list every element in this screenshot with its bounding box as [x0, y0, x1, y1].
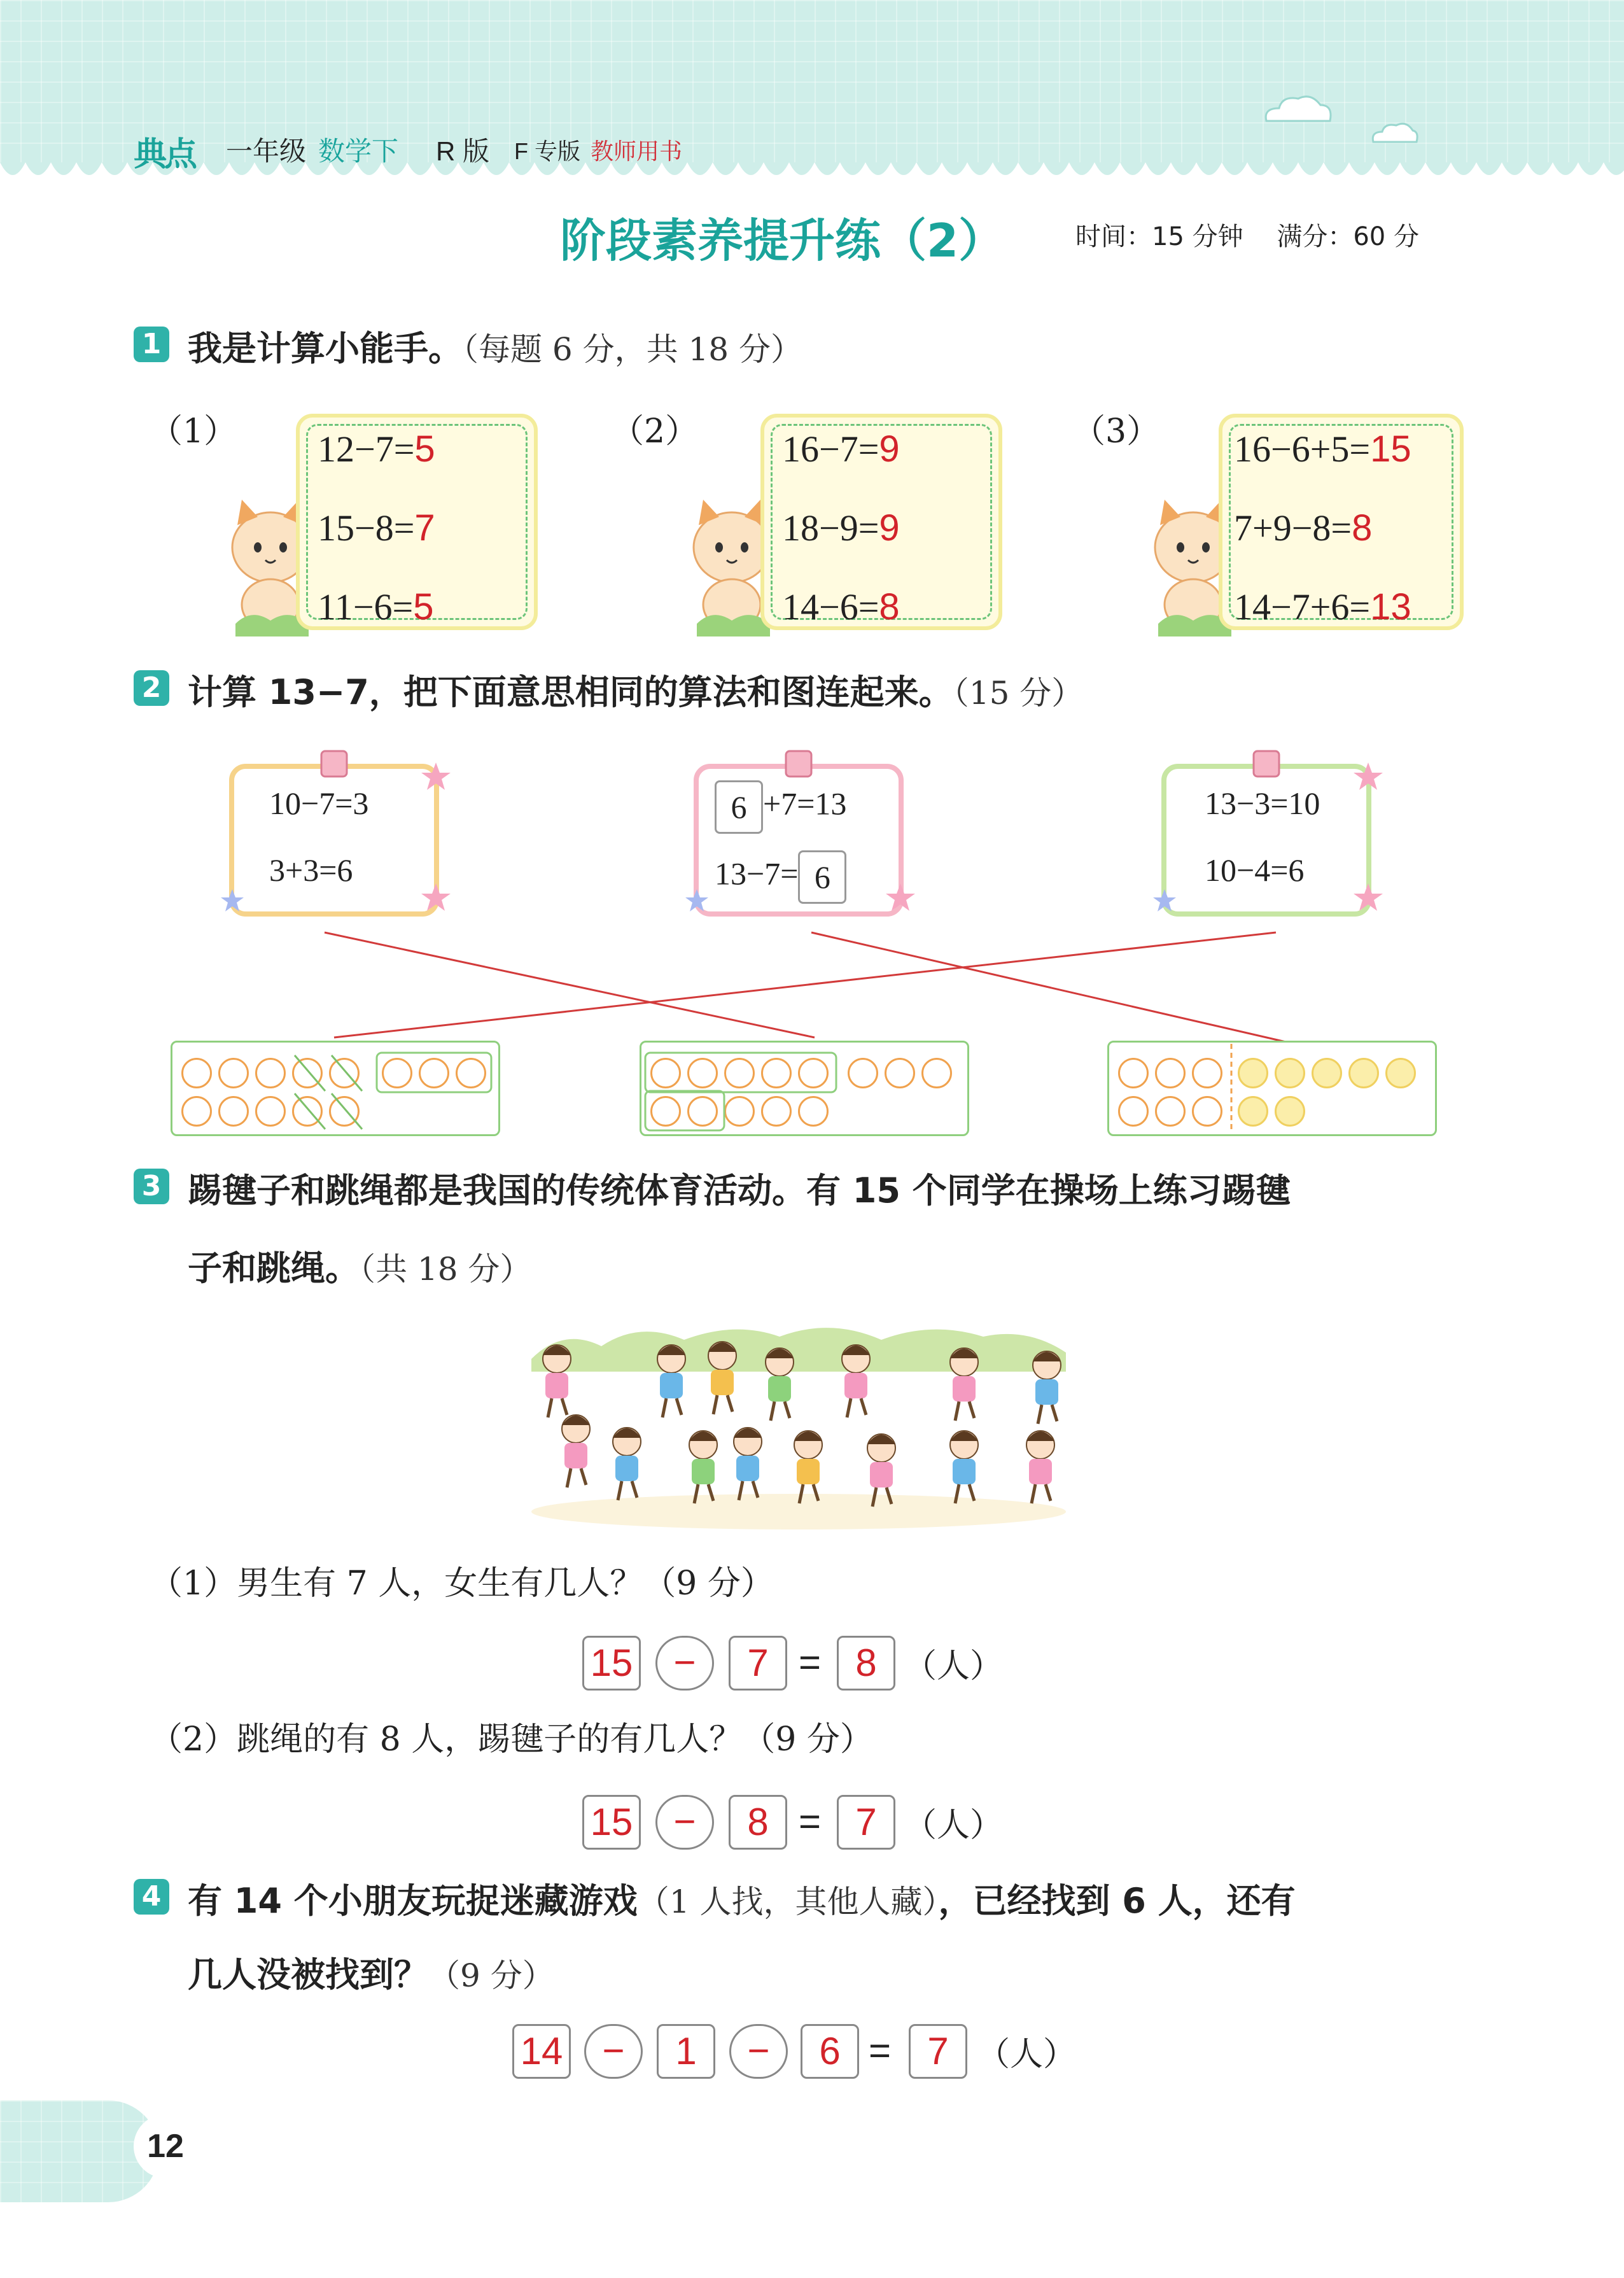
question-note: （15 分） [953, 675, 1084, 712]
page-title: 阶段素养提升练（2） [560, 214, 1005, 267]
header-edition: R 版 [436, 136, 490, 166]
answer-box: 15 [582, 1795, 641, 1850]
answer-box: 14 [512, 2024, 571, 2079]
exercise-line: 12−7=5 [318, 428, 435, 470]
frame-line: 13−7= 6 [715, 850, 846, 904]
question-text: 计算 13−7，把下面意思相同的算法和图连起来。 [188, 672, 953, 712]
cross-out-mark [295, 1093, 325, 1129]
answer-box: 7 [909, 2024, 967, 2079]
frame-line: 10−4=6 [1205, 852, 1305, 888]
exercise-line: 18−9=9 [782, 507, 900, 549]
question-4-text-line2: 几人没被找到？（9 分） [188, 1955, 554, 1995]
frame-line: 6 +7=13 [715, 780, 846, 834]
exercise-line: 16−6+5=15 [1234, 428, 1411, 470]
child-figure [657, 1345, 685, 1417]
answer-box: 8 [837, 1636, 895, 1691]
frame-line: 3+3=6 [269, 852, 353, 888]
child-figure [543, 1345, 571, 1417]
exercise-line: 15−8=7 [318, 507, 435, 549]
child-figure [1033, 1351, 1061, 1424]
operator-circle: − [655, 1795, 714, 1850]
group-label-1: （1） [150, 412, 237, 451]
cross-out-mark [332, 1055, 362, 1091]
child-figure [950, 1431, 978, 1503]
question-number: 1 [134, 327, 169, 362]
exercise-line: 11−6=5 [318, 586, 434, 628]
child-figure [734, 1428, 762, 1500]
page-number: 12 [134, 2114, 197, 2178]
operator-circle: − [729, 2024, 788, 2079]
question-3-text-line1: 踢毽子和跳绳都是我国的传统体育活动。有 15 个同学在操场上练习踢毽 [188, 1171, 1291, 1211]
group-outline [645, 1053, 836, 1092]
children-playing-illustration [525, 1302, 1072, 1531]
question-3-text-line2: 子和跳绳。（共 18 分） [188, 1248, 532, 1288]
group-label-2: （2） [611, 412, 699, 451]
question-note: （共 18 分） [360, 1251, 532, 1288]
frame-line: 10−7=3 [269, 785, 369, 821]
header-grade: 一年级 [226, 136, 307, 166]
child-figure [613, 1428, 641, 1500]
answer-box: 1 [657, 2024, 715, 2079]
child-figure [708, 1342, 736, 1414]
answer-box: 7 [729, 1636, 787, 1691]
exercise-line: 16−7=9 [782, 428, 900, 470]
question-number: 3 [134, 1169, 169, 1204]
sub-question-2: （2）跳绳的有 8 人，踢毽子的有几人？（9 分） [150, 1720, 873, 1759]
unit-label: （人） [904, 1647, 1004, 1685]
cross-out-mark [332, 1093, 362, 1129]
unit-label: （人） [977, 2035, 1077, 2074]
brand-logo: 典点 [134, 136, 195, 173]
child-figure [562, 1415, 590, 1487]
child-figure [689, 1431, 717, 1503]
cross-out-mark [295, 1055, 325, 1091]
title-meta: 时间：15 分钟 满分：60 分 [1075, 222, 1419, 251]
child-figure [1026, 1431, 1054, 1503]
question-number: 4 [134, 1879, 169, 1915]
frame-line: 13−3=10 [1205, 785, 1320, 821]
question-text: 我是计算小能手。 [188, 328, 463, 369]
answer-box: 8 [729, 1795, 787, 1850]
equals-sign: = [869, 2029, 892, 2072]
question-4-text-line1: 有 14 个小朋友玩捉迷藏游戏（1 人找，其他人藏），已经找到 6 人，还有 [188, 1881, 1296, 1921]
answer-box: 7 [837, 1795, 895, 1850]
header-version: F 专版 [514, 138, 580, 164]
group-outline [645, 1091, 724, 1130]
answer-box: 6 [798, 850, 846, 904]
group-label-3: （3） [1072, 412, 1160, 451]
answer-box: 15 [582, 1636, 641, 1691]
child-figure [794, 1431, 822, 1503]
child-figure [766, 1348, 794, 1421]
header-subject: 数学下 [318, 136, 399, 166]
equals-sign: = [799, 1641, 822, 1684]
group-outline [377, 1053, 491, 1092]
header-book-type: 教师用书 [591, 138, 683, 164]
question-number: 2 [134, 670, 169, 706]
dot-diagram-marks [0, 1018, 1624, 1146]
exercise-line: 7+9−8=8 [1234, 507, 1373, 549]
question-note: （9 分） [428, 1957, 554, 1994]
child-figure [950, 1348, 978, 1421]
operator-circle: − [584, 2024, 643, 2079]
unit-label: （人） [904, 1806, 1004, 1845]
child-figure [842, 1345, 870, 1417]
exercise-line: 14−6=8 [782, 586, 900, 628]
operator-circle: − [655, 1636, 714, 1691]
connecting-lines [0, 0, 1624, 1082]
exercise-line: 14−7+6=13 [1234, 586, 1411, 628]
sub-question-1: （1）男生有 7 人，女生有几人？（9 分） [150, 1564, 774, 1603]
answer-box: 6 [801, 2024, 859, 2079]
equals-sign: = [799, 1800, 822, 1843]
question-note: （每题 6 分，共 18 分） [463, 331, 803, 368]
answer-box: 6 [715, 780, 763, 834]
